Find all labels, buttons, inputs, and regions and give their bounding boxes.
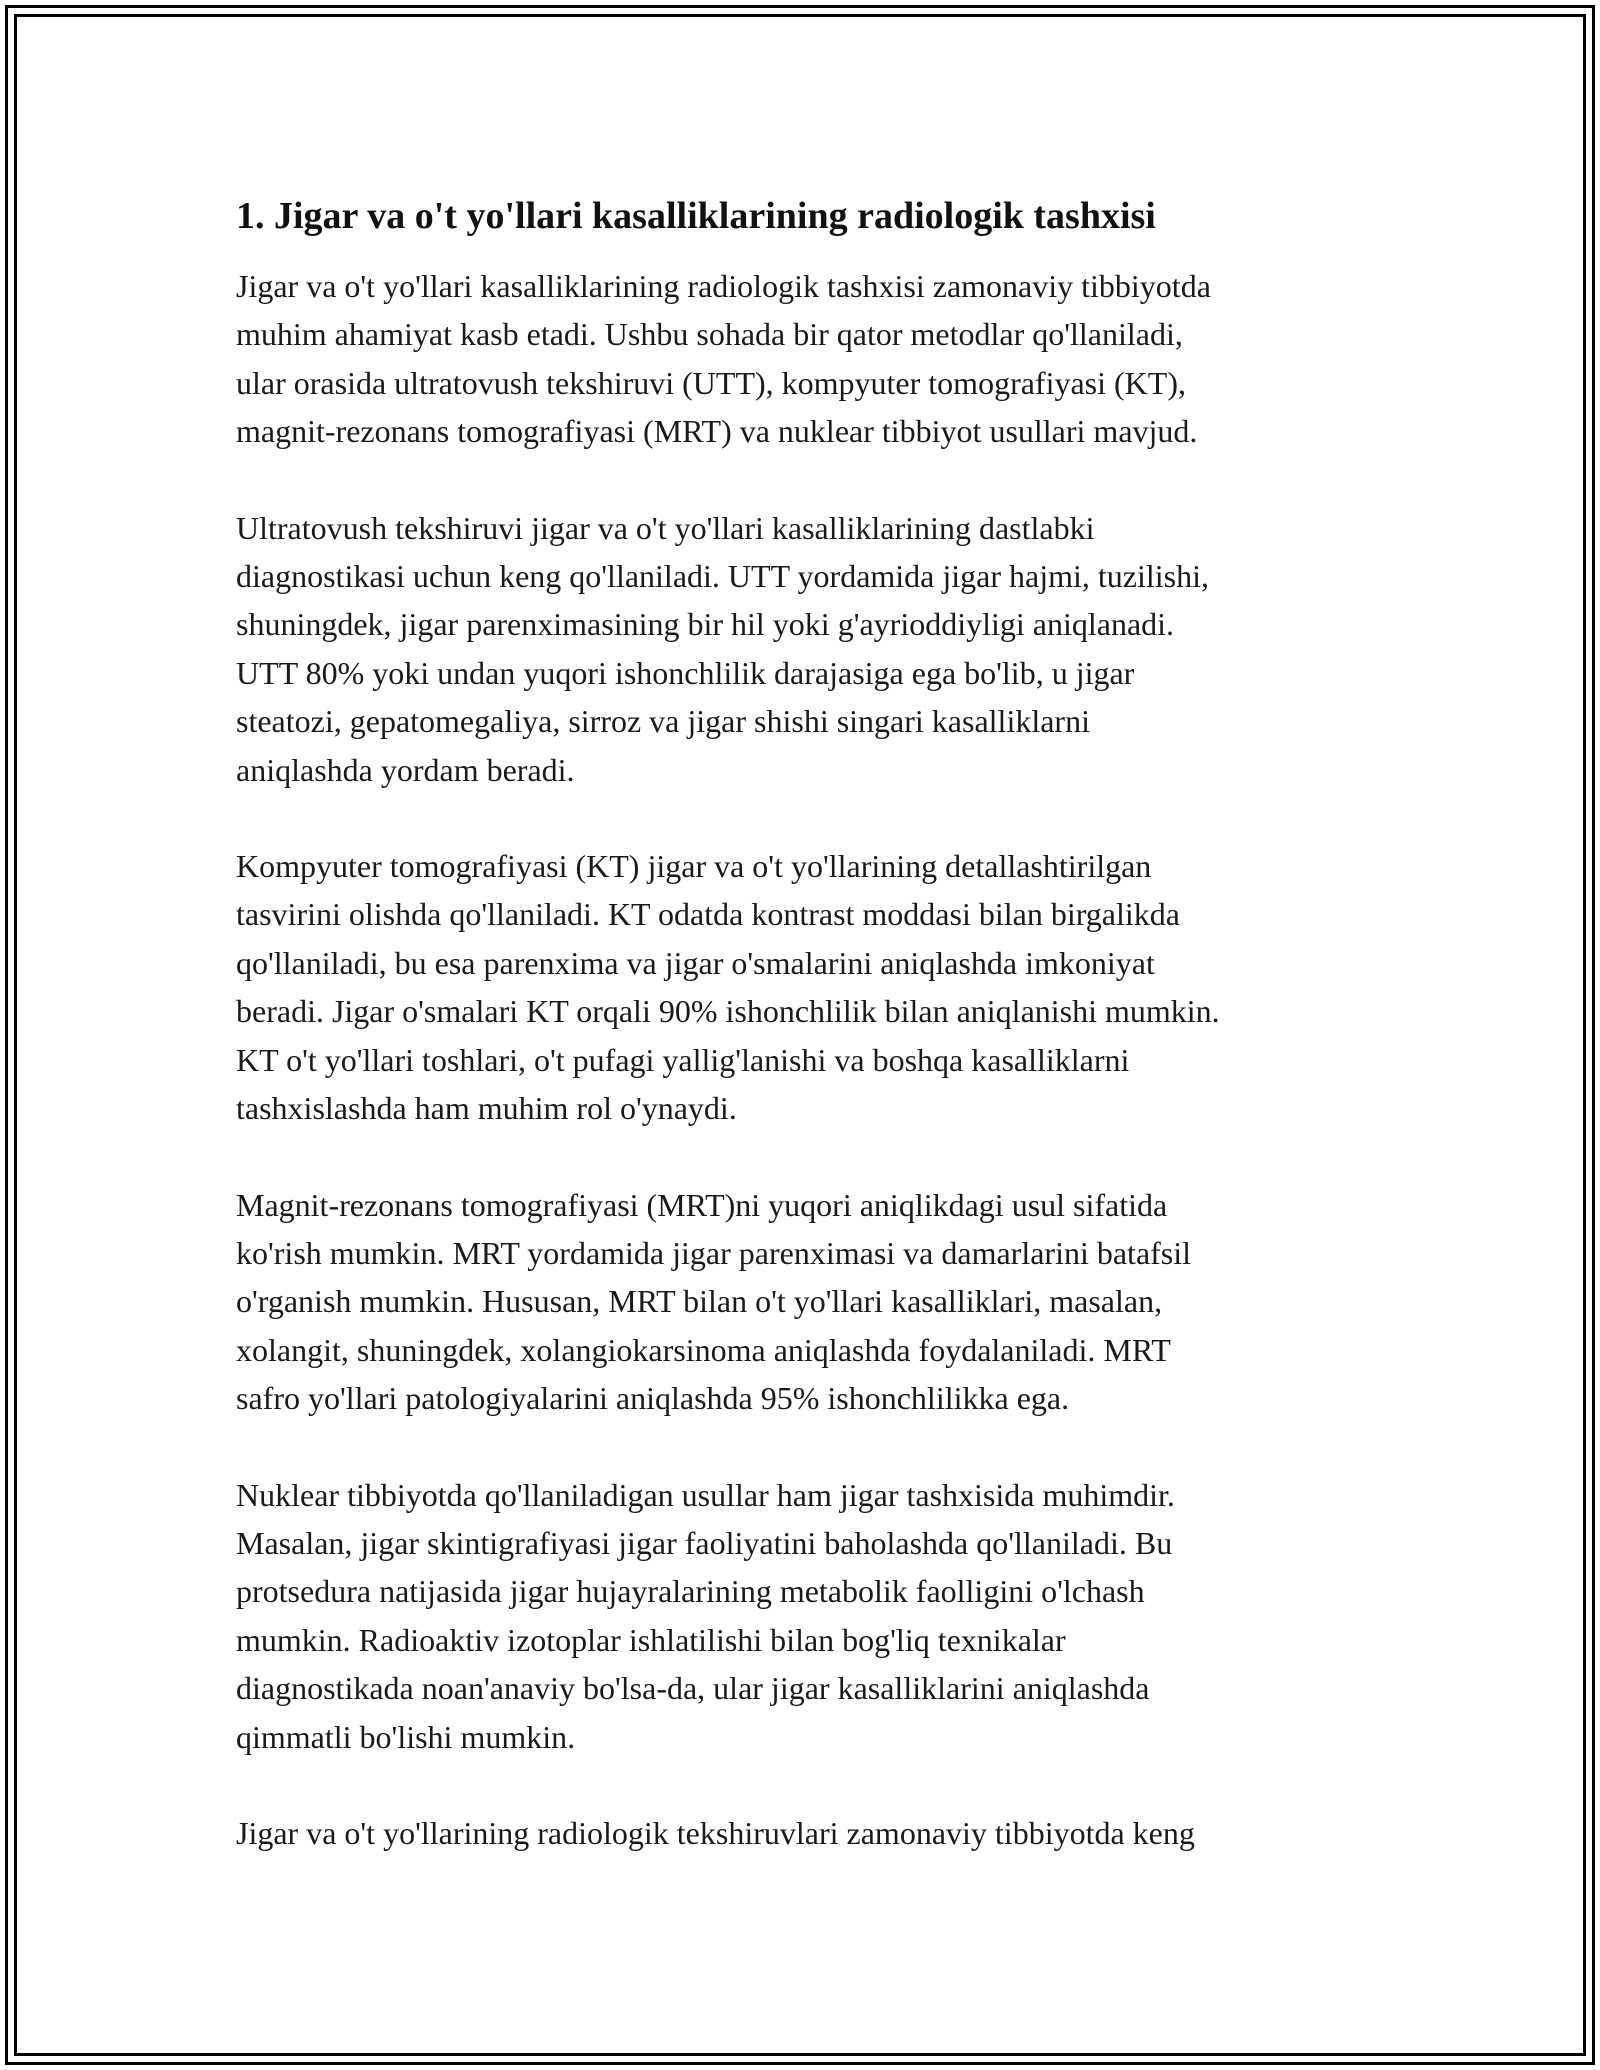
section-heading: 1. Jigar va o't yo'llari kasalliklarining radiologik tashxisi — [236, 195, 1156, 237]
text-line: muhim ahamiyat kasb etadi. Ushbu sohada bir qator metodlar qo'llaniladi, — [236, 316, 1183, 353]
text-line: magnit-rezonans tomografiyasi (MRT) va nuklear tibbiyot usullari mavjud. — [236, 413, 1198, 450]
paragraph-mri — [236, 1181, 1396, 1423]
text-line: tashxislashda ham muhim rol o'ynaydi. — [236, 1090, 737, 1127]
paragraph-nuclear — [236, 1471, 1396, 1761]
text-line: Magnit-rezonans tomografiyasi (MRT)ni yuqori aniqlikdagi usul sifatida — [236, 1186, 1168, 1223]
text-line: tasvirini olishda qo'llaniladi. KT odatda kontrast moddasi bilan birgalikda — [236, 896, 1180, 933]
text-line: ko'rish mumkin. MRT yordamida jigar parenximasi va damarlarini batafsil — [236, 1234, 1192, 1271]
paragraph-ultrasound — [236, 504, 1396, 794]
text-line: diagnostikasi uchun keng qo'llaniladi. UTT yordamida jigar hajmi, tuzilishi, — [236, 558, 1209, 595]
text-line: protsedura natijasida jigar hujayralarining metabolik faolligini o'lchash — [236, 1573, 1145, 1610]
text-line: Kompyuter tomografiyasi (KT) jigar va o't yo'llarining detallashtirilgan — [236, 848, 1152, 885]
text-line: o'rganish mumkin. Hususan, MRT bilan o't yo'llari kasalliklari, masalan, — [236, 1283, 1163, 1320]
text-line: UTT 80% yoki undan yuqori ishonchlilik darajasiga ega bo'lib, u jigar — [236, 654, 1135, 691]
text-line: KT o't yo'llari toshlari, o't pufagi yallig'lanishi va boshqa kasalliklarni — [236, 1041, 1130, 1078]
paragraph-ct — [236, 842, 1396, 1132]
text-line: qo'llaniladi, bu esa parenxima va jigar o'smalarini aniqlashda imkoniyat — [236, 944, 1155, 981]
text-line: aniqlashda yordam beradi. — [236, 751, 575, 788]
text-line: Ultratovush tekshiruvi jigar va o't yo'llari kasalliklarining dastlabki — [236, 509, 1095, 546]
text-line: Jigar va o't yo'llari kasalliklarining radiologik tashxisi zamonaviy tibbiyotda — [236, 268, 1211, 304]
text-line: mumkin. Radioaktiv izotoplar ishlatilishi bilan bog'liq texnikalar — [236, 1621, 1066, 1658]
paragraph-intro — [236, 262, 1396, 456]
text-line: steatozi, gepatomegaliya, sirroz va jigar shishi singari kasalliklarni — [236, 703, 1090, 740]
text-line: shuningdek, jigar parenximasining bir hil yoki g'ayrioddiyligi aniqlanadi. — [236, 606, 1175, 643]
text-line: Jigar va o't yo'llarining radiologik tekshiruvlari zamonaviy tibbiyotda keng — [236, 1814, 1195, 1851]
text-line: Nuklear tibbiyotda qo'llaniladigan usullar ham jigar tashxisida muhimdir. — [236, 1476, 1175, 1513]
text-line: xolangit, shuningdek, xolangiokarsinoma aniqlashda foydalaniladi. MRT — [236, 1331, 1171, 1368]
text-line: qimmatli bo'lishi mumkin. — [236, 1718, 576, 1755]
paragraph-conclusion — [236, 1809, 1396, 1857]
text-line: Masalan, jigar skintigrafiyasi jigar faoliyatini baholashda qo'llaniladi. Bu — [236, 1524, 1173, 1561]
text-line: beradi. Jigar o'smalari KT orqali 90% ishonchlilik bilan aniqlanishi mumkin. — [236, 993, 1220, 1030]
document-body — [236, 190, 1396, 1905]
text-line: ular orasida ultratovush tekshiruvi (UTT), kompyuter tomografiyasi (KT), — [236, 364, 1186, 401]
text-line: diagnostikada noan'anaviy bo'lsa-da, ular jigar kasalliklarini aniqlashda — [236, 1670, 1150, 1707]
text-line: safro yo'llari patologiyalarini aniqlashda 95% ishonchlilikka ega. — [236, 1380, 1070, 1417]
